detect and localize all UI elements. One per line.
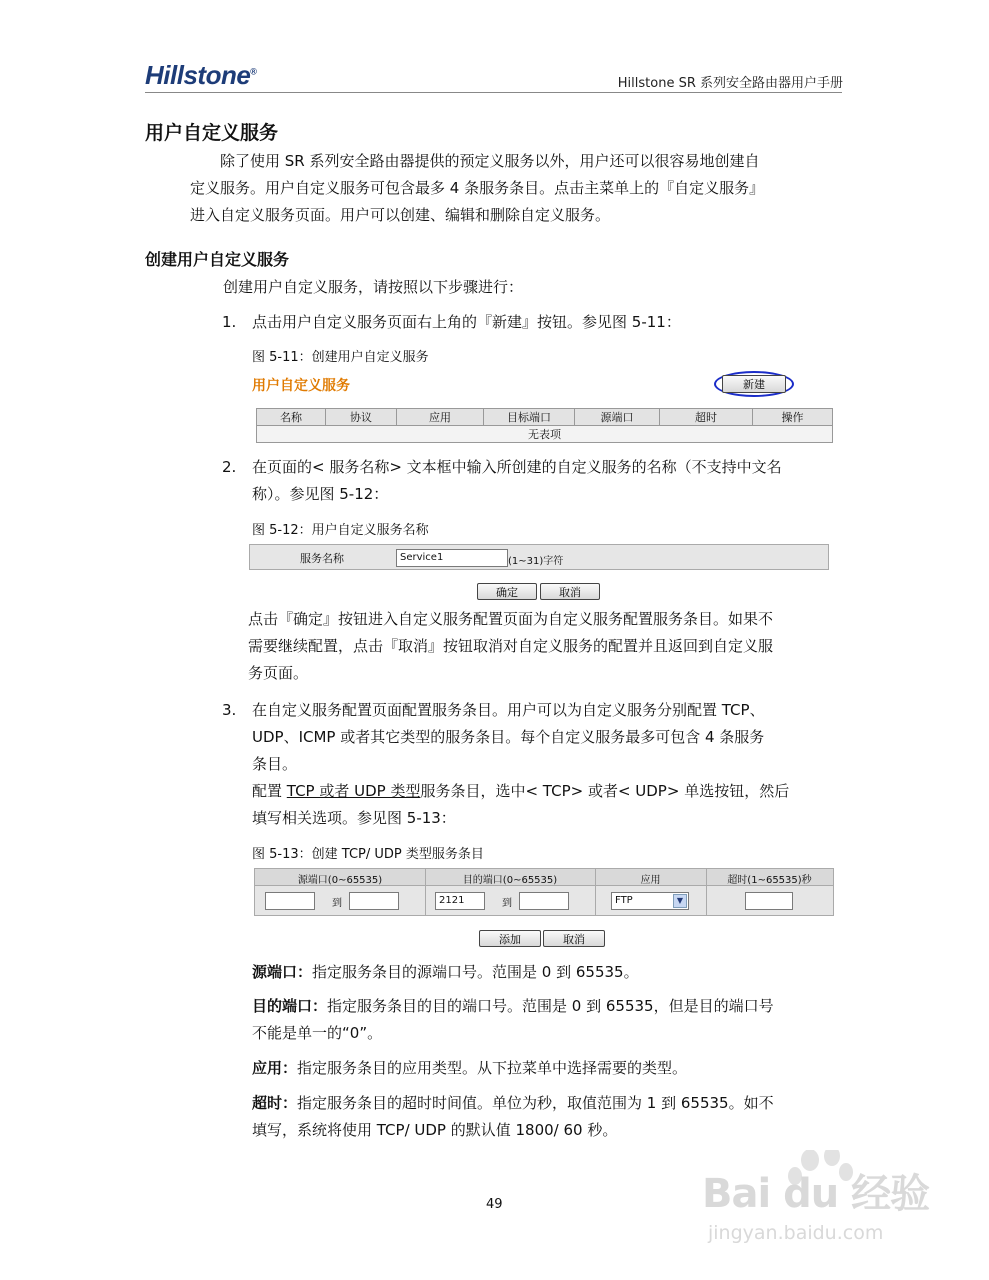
subsection-title: 创建用户自定义服务 — [145, 250, 290, 269]
step-2-number: 2. — [222, 458, 237, 476]
hillstone-logo: Hillstone® — [145, 60, 257, 90]
service-name-label: 服务名称 — [300, 552, 344, 565]
figure-5-12-caption: 图 5-12：用户自定义服务名称 — [252, 523, 429, 538]
desc-src-port: 指定服务条目的源端口号。范围是 0 到 65535。 — [312, 963, 639, 981]
step-3-number: 3. — [222, 701, 237, 719]
step-3-line-2: UDP、ICMP 或者其它类型的服务条目。每个自定义服务最多可包含 4 条服务 — [252, 728, 765, 746]
service-entry-panel — [254, 868, 834, 916]
step-3-config-line — [252, 778, 789, 805]
header-title: Hillstone SR 系列安全路由器用户手册 — [617, 76, 843, 91]
src-port-from-input[interactable] — [265, 892, 315, 910]
figure-5-13-caption: 图 5-13：创建 TCP/ UDP 类型服务条目 — [252, 847, 484, 862]
term-timeout: 超时： — [252, 1094, 298, 1112]
to-label: 到 — [332, 898, 342, 909]
service-name-input[interactable]: Service1 — [396, 549, 508, 567]
def-app — [252, 1055, 687, 1082]
to-label: 到 — [502, 898, 512, 909]
def-timeout — [252, 1090, 774, 1117]
col-name: 名称 — [257, 409, 326, 426]
col-protocol: 协议 — [326, 409, 397, 426]
service-name-panel — [249, 544, 829, 570]
step-2-after-line-3: 务页面。 — [248, 664, 309, 682]
col-application: 应用 — [397, 409, 484, 426]
baidu-watermark — [700, 1150, 940, 1260]
def-src-port — [252, 959, 639, 986]
term-src-port: 源端口： — [252, 963, 313, 981]
section-title: 用户自定义服务 — [145, 122, 279, 144]
table-row — [257, 426, 833, 443]
table-header-row — [257, 409, 833, 426]
intro-line-3: 进入自定义服务页面。用户可以创建、编辑和删除自定义服务。 — [190, 206, 611, 224]
page-number: 49 — [486, 1197, 503, 1212]
desc-dst-port: 指定服务条目的目的端口号。范围是 0 到 65535，但是目的端口号 — [327, 997, 774, 1015]
services-table — [256, 408, 833, 443]
fig-5-11-ui-title: 用户自定义服务 — [252, 378, 350, 394]
chevron-down-icon[interactable]: ▼ — [673, 894, 687, 908]
add-button[interactable]: 添加 — [479, 930, 541, 947]
logo-text: Hillstone — [145, 60, 251, 90]
figure-5-11-caption: 图 5-11：创建用户自定义服务 — [252, 350, 429, 365]
cancel-button[interactable]: 取消 — [540, 583, 600, 600]
src-port-to-input[interactable] — [349, 892, 399, 910]
service-name-hint: (1~31)字符 — [508, 556, 564, 567]
app-header: 应用 — [640, 875, 661, 886]
timeout-input[interactable] — [745, 892, 793, 910]
step-2-line-1: 在页面的< 服务名称> 文本框中输入所创建的自定义服务的名称（不支持中文名 — [252, 458, 782, 476]
header-divider — [145, 92, 842, 93]
def-dst-port-2: 不能是单一的“0”。 — [252, 1024, 383, 1042]
step-3-line-3: 条目。 — [252, 755, 298, 773]
col-dst-port: 目标端口 — [484, 409, 575, 426]
col-timeout: 超时 — [660, 409, 753, 426]
term-dst-port: 目的端口： — [252, 997, 328, 1015]
desc-app: 指定服务条目的应用类型。从下拉菜单中选择需要的类型。 — [297, 1059, 688, 1077]
col-actions: 操作 — [753, 409, 833, 426]
tcp-udp-link[interactable]: TCP 或者 UDP 类型 — [286, 782, 421, 800]
def-timeout-2: 填写，系统将使用 TCP/ UDP 的默认值 1800/ 60 秒。 — [252, 1121, 618, 1139]
step-3-line-1: 在自定义服务配置页面配置服务条目。用户可以为自定义服务分别配置 TCP、 — [252, 701, 765, 719]
cancel-button[interactable]: 取消 — [543, 930, 605, 947]
step-1-number: 1. — [222, 313, 237, 331]
dst-port-header: 目的端口(0~65535) — [462, 875, 558, 886]
intro-line-1: 除了使用 SR 系列安全路由器提供的预定义服务以外，用户还可以很容易地创建自 — [220, 152, 760, 170]
watermark-brand: Bai du 经验 — [702, 1171, 930, 1217]
desc-timeout: 指定服务条目的超时时间值。单位为秒，取值范围为 1 到 65535。如不 — [297, 1094, 774, 1112]
step-1-text: 点击用户自定义服务页面右上角的『新建』按钮。参见图 5-11： — [252, 313, 681, 331]
timeout-header: 超时(1~65535)秒 — [727, 875, 812, 886]
def-dst-port — [252, 993, 774, 1020]
app-select[interactable] — [611, 892, 689, 910]
dst-port-to-input[interactable] — [519, 892, 569, 910]
config-suffix: 服务条目，选中< TCP> 或者< UDP> 单选按钮，然后 — [420, 782, 790, 800]
src-port-header: 源端口(0~65535) — [297, 875, 383, 886]
new-button[interactable]: 新建 — [722, 375, 786, 393]
col-src-port: 源端口 — [575, 409, 660, 426]
step-2-line-2: 称）。参见图 5-12： — [252, 485, 389, 503]
term-app: 应用： — [252, 1059, 298, 1077]
empty-row-text: 无表项 — [257, 426, 833, 443]
step-2-after-line-2: 需要继续配置，点击『取消』按钮取消对自定义服务的配置并且返回到自定义服 — [248, 637, 774, 655]
watermark-url: jingyan.baidu.com — [708, 1222, 884, 1244]
config-prefix: 配置 — [252, 782, 287, 800]
ok-button[interactable]: 确定 — [477, 583, 537, 600]
intro-line-2: 定义服务。用户自定义服务可包含最多 4 条服务条目。点击主菜单上的『自定义服务』 — [190, 179, 765, 197]
app-select-value: FTP — [615, 895, 633, 906]
dst-port-from-input[interactable]: 2121 — [435, 892, 485, 910]
step-3-config-line-2: 填写相关选项。参见图 5-13： — [252, 809, 456, 827]
subsection-lead: 创建用户自定义服务，请按照以下步骤进行： — [223, 278, 524, 296]
step-2-after-line-1: 点击『确定』按钮进入自定义服务配置页面为自定义服务配置服务条目。如果不 — [248, 610, 774, 628]
